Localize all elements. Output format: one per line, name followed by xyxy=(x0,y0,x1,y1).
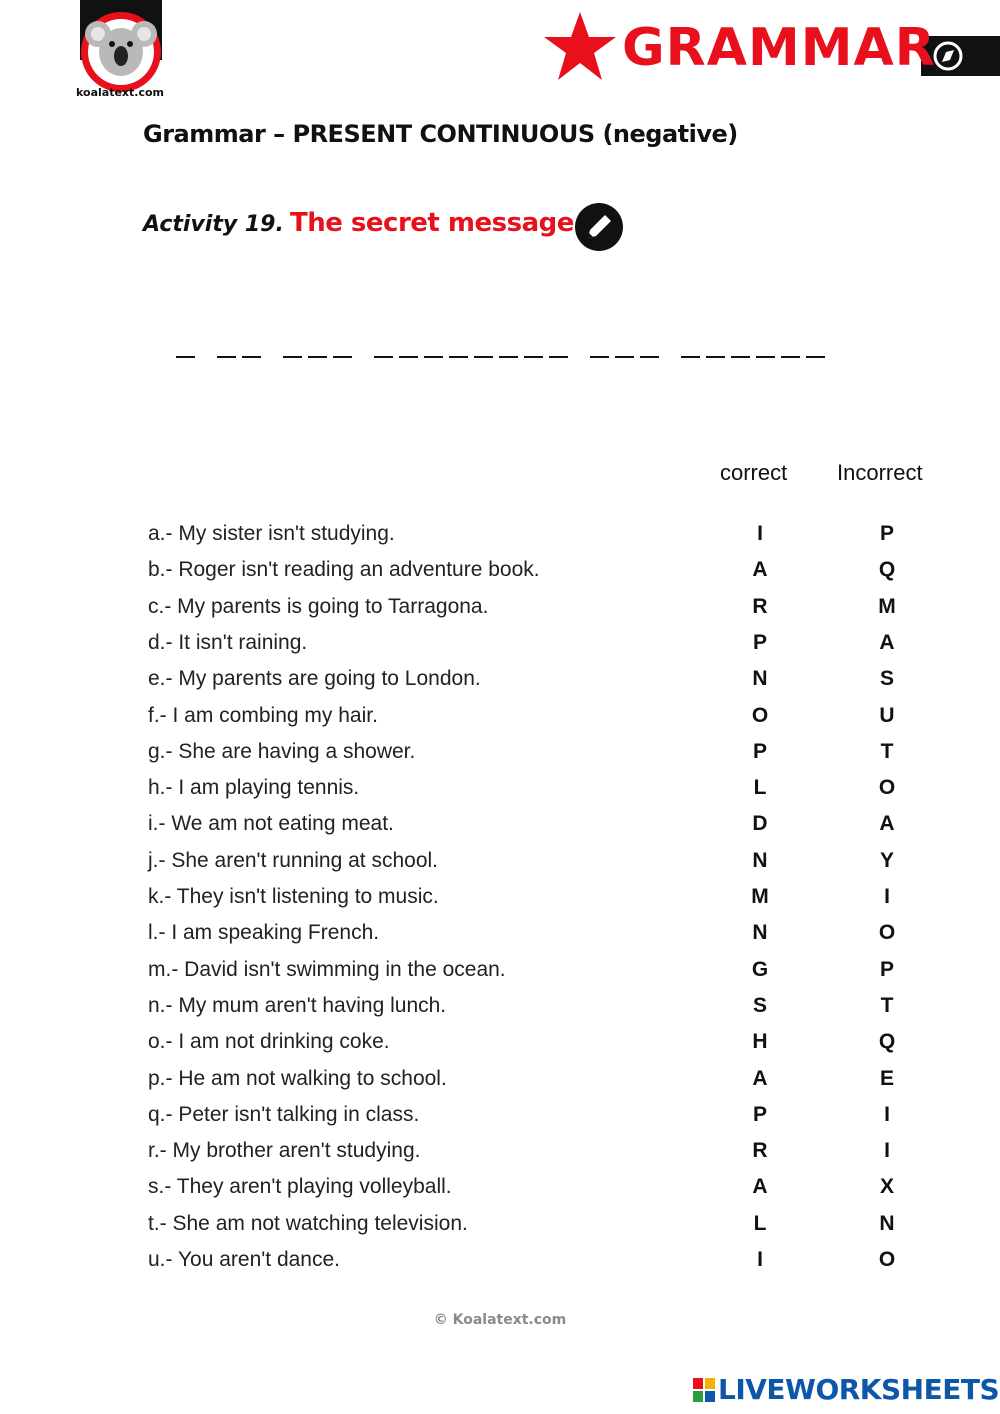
sentence-row xyxy=(0,994,1000,1030)
sentence-text: u.- You aren't dance. xyxy=(148,1248,340,1271)
sentence-text: l.- I am speaking French. xyxy=(148,921,380,945)
incorrect-letter[interactable]: I xyxy=(884,1139,890,1163)
sentence-row xyxy=(0,595,1000,631)
answer-blank[interactable] xyxy=(549,356,568,358)
sentence-text: h.- I am playing tennis. xyxy=(148,776,360,800)
sentence-text: s.- They aren't playing volleyball. xyxy=(148,1175,452,1199)
sentence-text: i.- We am not eating meat. xyxy=(148,812,394,836)
answer-blank[interactable] xyxy=(424,356,443,358)
correct-letter[interactable]: A xyxy=(752,1175,768,1199)
liveworksheets-brand[interactable]: LIVEWORKSHEETS xyxy=(718,1373,1000,1406)
activity-label: Activity 19. xyxy=(143,212,284,237)
answer-blank[interactable] xyxy=(756,356,775,358)
sentence-row xyxy=(0,1139,1000,1175)
sentence-row xyxy=(0,1103,1000,1139)
incorrect-letter[interactable]: O xyxy=(878,1248,896,1271)
answer-blank[interactable] xyxy=(283,356,302,358)
sentence-row xyxy=(0,812,1000,848)
sentence-row xyxy=(0,1175,1000,1211)
incorrect-letter[interactable]: Q xyxy=(878,1030,896,1054)
correct-letter[interactable]: S xyxy=(752,993,767,1017)
correct-letter[interactable]: A xyxy=(752,1066,768,1090)
logo-text[interactable]: koalatext.com xyxy=(76,86,164,99)
sentence-text: q.- Peter isn't talking in class. xyxy=(148,1102,420,1126)
correct-letter[interactable]: L xyxy=(753,776,767,800)
incorrect-letter[interactable]: Y xyxy=(879,848,894,872)
answer-blank[interactable] xyxy=(242,356,261,358)
correct-letter[interactable]: N xyxy=(752,921,768,945)
correct-letter[interactable]: P xyxy=(752,1102,767,1126)
activity-title: The secret message xyxy=(290,208,574,238)
secret-message-blanks[interactable] xyxy=(0,340,1000,370)
answer-blank[interactable] xyxy=(176,356,195,358)
correct-letter[interactable]: N xyxy=(752,848,768,872)
sentence-text: c.- My parents is going to Tarragona. xyxy=(148,594,489,618)
sentence-row xyxy=(0,740,1000,776)
sentence-text: b.- Roger isn't reading an adventure book. xyxy=(148,558,540,582)
pencil-icon xyxy=(574,202,624,252)
sentence-row xyxy=(0,704,1000,740)
sentence-row xyxy=(0,1248,1000,1284)
answer-blank[interactable] xyxy=(706,356,725,358)
sentence-row xyxy=(0,631,1000,667)
correct-letter[interactable]: P xyxy=(752,630,767,654)
incorrect-letter[interactable]: P xyxy=(879,957,894,981)
sentence-text: m.- David isn't swimming in the ocean. xyxy=(148,957,506,981)
incorrect-letter[interactable]: A xyxy=(879,630,895,654)
column-header-correct: correct xyxy=(720,460,788,485)
sentence-text: r.- My brother aren't studying. xyxy=(148,1139,421,1163)
sentence-row xyxy=(0,558,1000,594)
incorrect-letter[interactable]: E xyxy=(879,1066,894,1090)
sentence-text: k.- They isn't listening to music. xyxy=(148,885,439,908)
answer-blank[interactable] xyxy=(731,356,750,358)
correct-letter[interactable]: R xyxy=(752,1139,768,1163)
correct-letter[interactable]: M xyxy=(751,885,769,908)
grammar-heading: GRAMMAR xyxy=(622,18,936,78)
correct-letter[interactable]: P xyxy=(752,739,767,763)
answer-blank[interactable] xyxy=(806,356,825,358)
correct-letter[interactable]: G xyxy=(751,957,769,981)
incorrect-letter[interactable]: I xyxy=(884,885,890,908)
sentence-text: n.- My mum aren't having lunch. xyxy=(148,993,447,1017)
answer-blank[interactable] xyxy=(374,356,393,358)
sentence-text: f.- I am combing my hair. xyxy=(148,703,378,727)
answer-blank[interactable] xyxy=(217,356,236,358)
sentence-row xyxy=(0,522,1000,558)
sentence-row xyxy=(0,885,1000,921)
incorrect-letter[interactable]: P xyxy=(879,522,894,545)
koala-logo-icon xyxy=(78,0,164,98)
sentence-text: t.- She am not watching television. xyxy=(148,1211,468,1235)
incorrect-letter[interactable]: A xyxy=(879,812,895,836)
correct-letter[interactable]: L xyxy=(753,1211,767,1235)
sentence-row xyxy=(0,921,1000,957)
sentence-row xyxy=(0,1212,1000,1248)
incorrect-letter[interactable]: U xyxy=(879,703,895,727)
answer-blank[interactable] xyxy=(615,356,634,358)
sentence-text: o.- I am not drinking coke. xyxy=(148,1030,390,1054)
incorrect-letter[interactable]: N xyxy=(879,1211,895,1235)
sentence-row xyxy=(0,1067,1000,1103)
correct-letter[interactable]: I xyxy=(757,522,763,545)
incorrect-letter[interactable]: T xyxy=(880,993,894,1017)
answer-blank[interactable] xyxy=(640,356,659,358)
liveworksheets-logo-icon xyxy=(693,1378,715,1402)
incorrect-letter[interactable]: S xyxy=(879,667,894,691)
answer-blank[interactable] xyxy=(474,356,493,358)
correct-letter[interactable]: D xyxy=(752,812,768,836)
correct-letter[interactable]: H xyxy=(752,1030,768,1054)
correct-letter[interactable]: A xyxy=(752,558,768,582)
incorrect-letter[interactable]: O xyxy=(878,776,896,800)
incorrect-letter[interactable]: T xyxy=(880,739,894,763)
sentence-row xyxy=(0,849,1000,885)
sentence-text: j.- She aren't running at school. xyxy=(148,848,439,872)
sentence-text: d.- It isn't raining. xyxy=(148,630,308,654)
correct-letter[interactable]: R xyxy=(752,594,768,618)
incorrect-letter[interactable]: M xyxy=(878,594,896,618)
copyright: © Koalatext.com xyxy=(433,1312,567,1328)
answer-blank[interactable] xyxy=(590,356,609,358)
answer-blank[interactable] xyxy=(499,356,518,358)
sentence-row xyxy=(0,776,1000,812)
incorrect-letter[interactable]: O xyxy=(878,921,896,945)
sentence-text: g.- She are having a shower. xyxy=(148,739,416,763)
answer-blank[interactable] xyxy=(333,356,352,358)
sentence-row xyxy=(0,667,1000,703)
sentence-text: e.- My parents are going to London. xyxy=(148,667,481,691)
answer-blank[interactable] xyxy=(449,356,468,358)
answer-blank[interactable] xyxy=(681,356,700,358)
answer-blank[interactable] xyxy=(524,356,543,358)
sentence-text: a.- My sister isn't studying. xyxy=(148,522,395,545)
correct-letter[interactable]: I xyxy=(757,1248,763,1271)
correct-letter[interactable]: O xyxy=(751,703,769,727)
incorrect-letter[interactable]: X xyxy=(879,1175,894,1199)
sentence-row xyxy=(0,958,1000,994)
incorrect-letter[interactable]: Q xyxy=(878,558,896,582)
answer-blank[interactable] xyxy=(308,356,327,358)
sentence-text: p.- He am not walking to school. xyxy=(148,1066,447,1090)
column-header-incorrect: Incorrect xyxy=(837,460,923,485)
answer-blank[interactable] xyxy=(781,356,800,358)
page-title: Grammar – PRESENT CONTINUOUS (negative) xyxy=(143,120,738,148)
star-icon xyxy=(544,12,616,80)
correct-letter[interactable]: N xyxy=(752,667,768,691)
answer-blank[interactable] xyxy=(399,356,418,358)
incorrect-letter[interactable]: I xyxy=(884,1102,890,1126)
sentence-row xyxy=(0,1030,1000,1066)
